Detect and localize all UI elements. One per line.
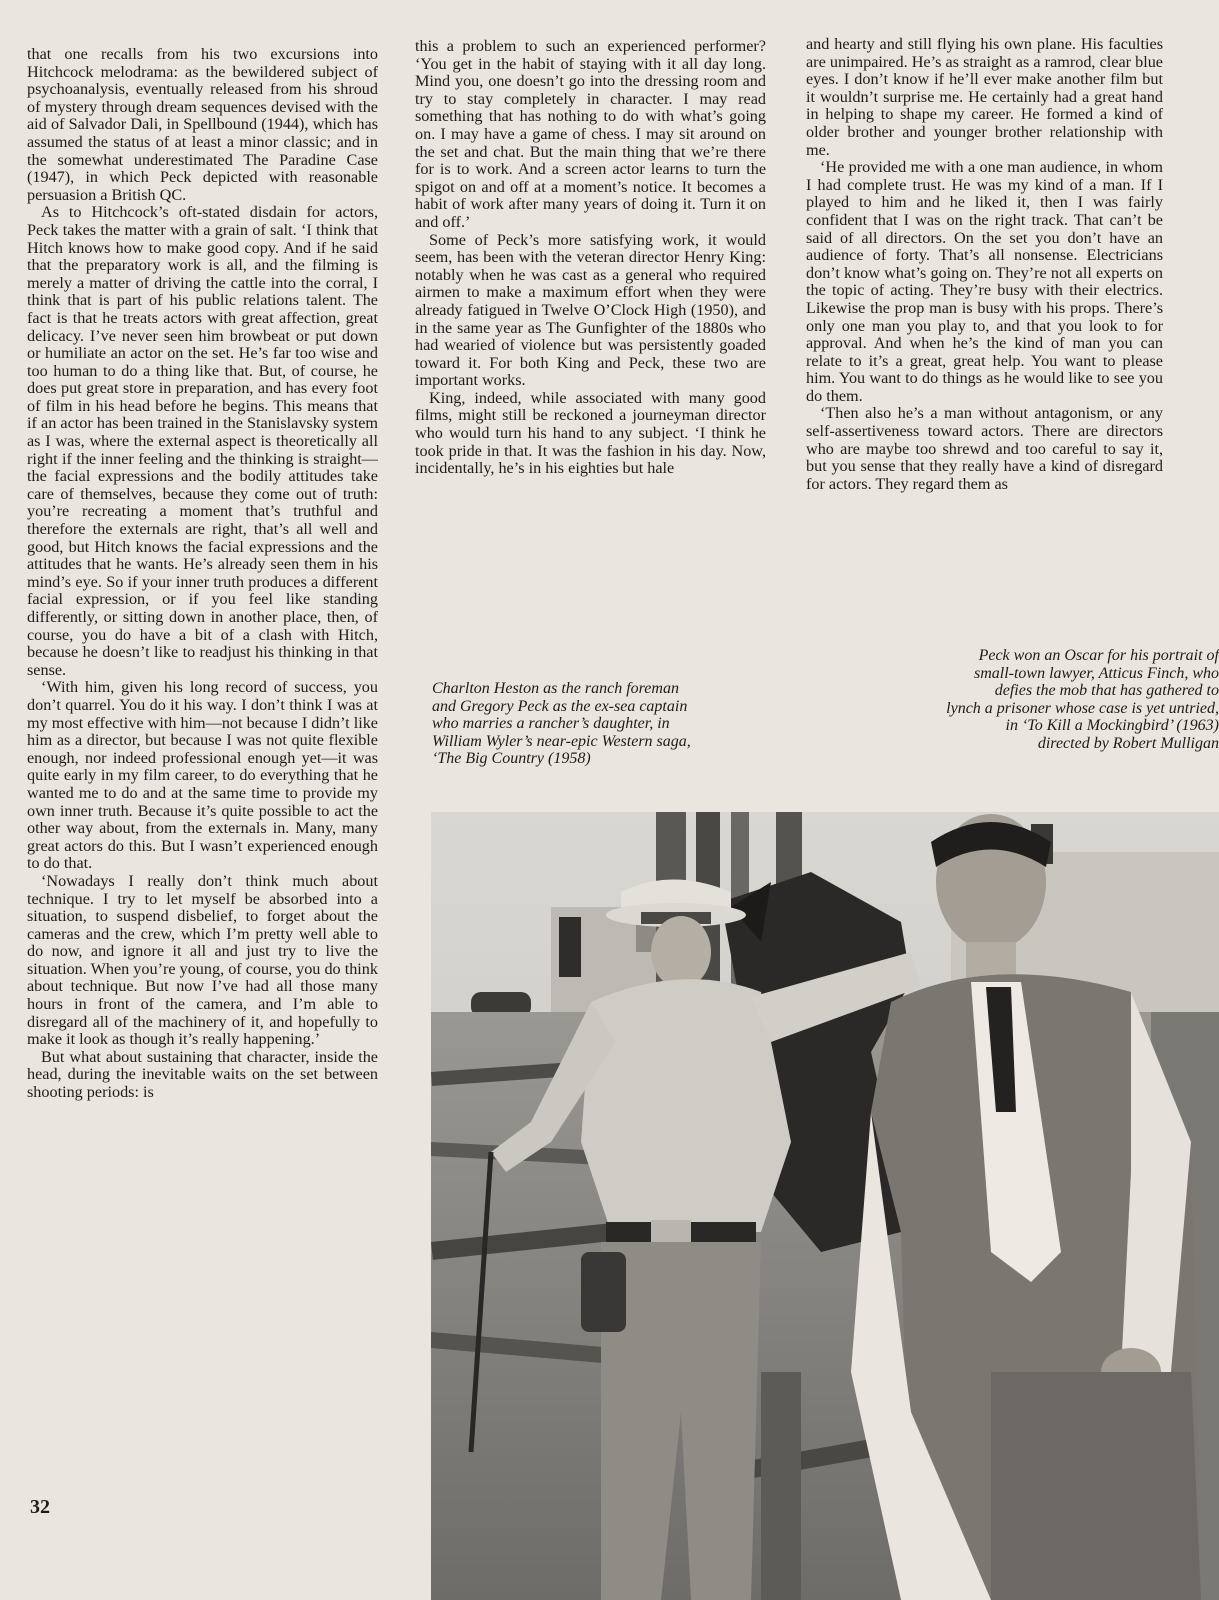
article-column-3: [806, 36, 1163, 493]
article-column-1: [27, 46, 378, 1102]
paragraph: King, indeed, while associated with many good films, might still be reckoned a journeyman director who would turn his hand to any subject. ‘I think he took pride in that. It was the fashion in his day. Now, incidentally, he’s in his eighties but hale: [415, 388, 766, 478]
paragraph: ‘With him, given his long record of success, you don’t quarrel. You do it his way. I don’t think I was at my most effective with him—not because I didn’t like him as a director, but because I was not quite flexible enough, nor indeed professional enough yet—it was quite early in my film career, to do everything that he wanted me to do and at the same time to provide my own inner truth. Because it’s quite possible to act the other way about, from the externals in. Many, many great actors do this. But I wasn’t experienced enough to do that.: [27, 678, 378, 873]
paragraph: But what about sustaining that character, inside the head, during the inevitable waits on the set between shooting periods: is: [27, 1047, 378, 1102]
big-country-caption: [432, 680, 792, 768]
paragraph: As to Hitchcock’s oft-stated disdain for actors, Peck takes the matter with a grain of salt. ‘I think that Hitch knows how to make good copy. And if he said that the preparatory work is all, and the filming is merely a matter of driving the cattle into the corral, I think that is part of his public relations talent. The fact is that he treats actors with great affection, great delicacy. I’ve never seen him browbeat or put down or humiliate an actor on the set. He’s far too wise and too human to do a thing like that. But, of course, he does put great store in preparation, and has every foot of film in his head before he begins. This means that if an actor has been trained in the Stanislavsky system as I was, where the external aspect is theoretically all right if the inner feeling and the thinking is straight—the facial expressions and the bodily attitudes take care of themselves, because they come out of truth: you’re recreating a moment that’s truthful and therefore the externals are right, that’s all well and good, but Hitch knows the facial expressions and the attitudes that he wants. He’s already seen them in his mind’s eye. So if your inner truth produces a different facial expression, or if you feel like standing differently, or sitting down in another place, then, of course, you do have a bit of a clash with Hitch, because he doesn’t like to readjust his thinking in that sense.: [27, 203, 378, 679]
caption-line: William Wyler’s near-epic Western saga,: [432, 732, 691, 750]
article-column-2: [415, 38, 766, 478]
caption-line: small-town lawyer, Atticus Finch, who: [973, 664, 1219, 682]
paragraph: this a problem to such an experienced performer? ‘You get in the habit of staying with it all day long. Mind you, one doesn’t go into the dressing room and try to stay completely in character. I may read something that has nothing to do with what’s going on. I may have a game of chess. I may sit around on the set and chat. But the main thing that we’re there for is to work. And a screen actor learns to turn the spigot on and off at a moment’s notice. It becomes a habit of work after many years of doing it. Turn it on and off.’: [415, 37, 766, 231]
caption-line: in ‘To Kill a Mockingbird’ (1963): [1005, 717, 1219, 735]
caption-line: Charlton Heston as the ranch foreman: [432, 680, 679, 697]
caption-line: Peck won an Oscar for his portrait of: [978, 647, 1219, 664]
paragraph: ‘Then also he’s a man without antagonism, or any self-assertiveness toward actors. There are directors who are maybe too shrewd and too careful to say it, but you sense that they really have a kind of disregard for actors. They regard them as: [806, 404, 1163, 493]
paragraph: ‘Nowadays I really don’t think much about technique. I try to let myself be absorbed into a situation, to suspend disbelief, to forget about the cameras and the crew, which I’m pretty well able to do now, and ignore it all and just try to live the situation. When you’re young, of course, you do think about technique. But now I’ve had all those many hours in front of the camera, and I’m able to disregard all of the machinery of it, and hopefully to make it look as though it’s really happening.’: [27, 871, 378, 1049]
caption-line: defies the mob that has gathered to: [994, 682, 1219, 700]
caption-line: ‘The Big Country (1958): [432, 750, 591, 768]
caption-line: lynch a prisoner whose case is yet untried,: [946, 699, 1219, 717]
paragraph: and hearty and still flying his own plane. His faculties are unimpaired. He’s as straight as a ramrod, clear blue eyes. I don’t know if he’ll ever make another film but it wouldn’t surprise me. He certainly had a great hand in helping to shape my career. He formed a kind of older brother and younger brother relationship with me.: [806, 35, 1163, 159]
film-still-photo: [431, 812, 1219, 1600]
paragraph: that one recalls from his two excursions into Hitchcock melodrama: as the bewildered subject of psychoanalysis, eventually released from his shroud of mystery through dream sequences devised with the aid of Salvador Dali, in Spellbound (1944), which has assumed the status of at least a minor classic; and in the somewhat underestimated The Paradine Case (1947), in which Peck depicted with reasonable persuasion a British QC.: [27, 45, 378, 204]
mockingbird-caption: [850, 647, 1219, 753]
caption-line: directed by Robert Mulligan: [1037, 734, 1219, 752]
caption-line: who marries a rancher’s daughter, in: [432, 715, 670, 733]
paragraph: ‘He provided me with a one man audience, in whom I had complete trust. He was my kind of a man. If I played to him and he liked it, then I was fairly confident that I was on the right track. That can’t be said of all directors. On the set you don’t have an audience of forty. That’s all nonsense. Electricians don’t know what’s going on. They’re not all experts on the topic of acting. They’re busy with their electrics. Likewise the prop man is busy with his props. There’s only one man you play to, and that you look to for approval. And when he’s the kind of man you can relate to it’s a great, great help. You want to please him. You want to do things as he would like to see you do them.: [806, 158, 1163, 405]
page-number: 32: [30, 1496, 50, 1518]
paragraph: Some of Peck’s more satisfying work, it would seem, has been with the veteran director Henry King: notably when he was cast as a general who required airmen to make a maximum effort when they were already fatigued in Twelve O’Clock High (1950), and in the same year as The Gunfighter of the 1880s who had wearied of violence but was persistently goaded toward it. For both King and Peck, these two are important works.: [415, 230, 766, 390]
caption-line: and Gregory Peck as the ex-sea captain: [432, 697, 688, 715]
